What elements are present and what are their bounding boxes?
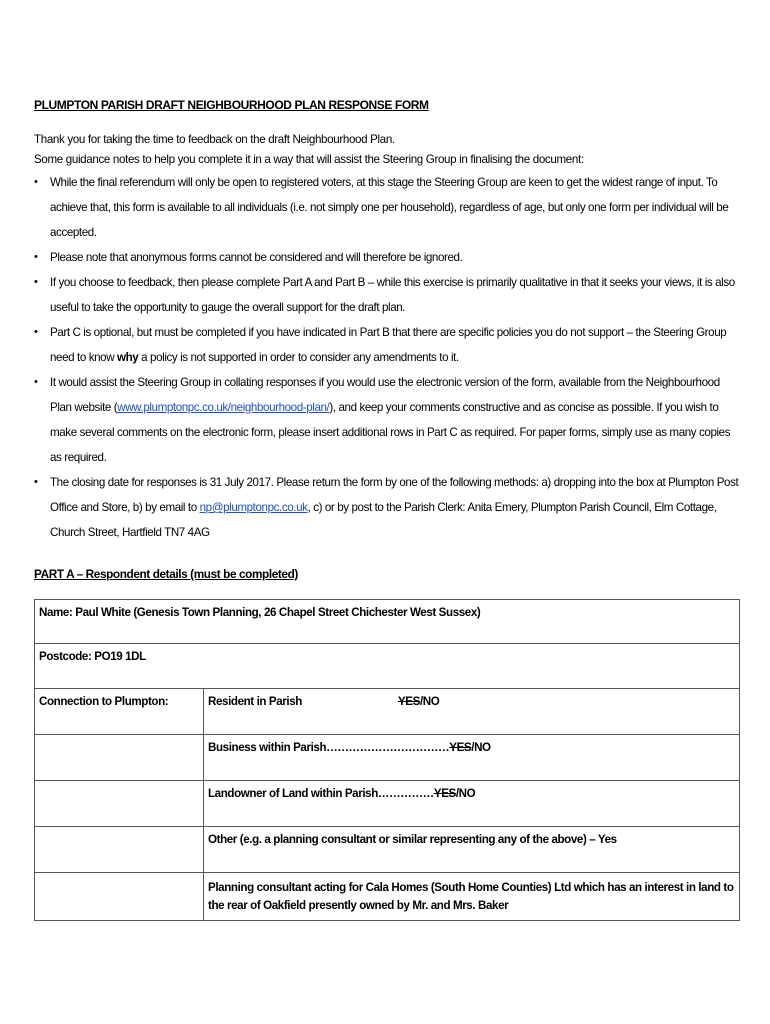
table-row: [35, 600, 740, 644]
guidance-text: If you choose to feedback, then please complete Part A and Part B – while this exercise is primarily qualitative in that it seeks your views, it is also useful to take the opportunity to gauge the overall support for the draft plan.: [50, 276, 735, 314]
no-option: /NO: [455, 787, 476, 800]
form-title: PLUMPTON PARISH DRAFT NEIGHBOURHOOD PLAN RESPONSE FORM: [34, 98, 429, 112]
website-link[interactable]: www.plumptonpc.co.uk/neighbourhood-plan/: [117, 401, 330, 414]
table-row: [35, 827, 740, 873]
guidance-text: a policy is not supported in order to consider any amendments to it.: [138, 351, 459, 364]
business-label: Business within Parish……………………………: [208, 741, 450, 754]
emphasis-why: why: [117, 351, 139, 364]
guidance-item: [34, 245, 740, 270]
guidance-item: [34, 270, 740, 320]
guidance-text: While the final referendum will only be open to registered voters, at this stage the Steering Group are keen to get the widest range of input. To achieve that, this form is available to all individuals (i.e. not simply one per household), regardless of age, but only one form per individual will be accepted.: [50, 176, 729, 239]
business-cell: [204, 735, 740, 781]
empty-cell: [35, 735, 204, 781]
table-row: [35, 781, 740, 827]
guidance-text: , c) or by post to the Parish Clerk: Anita Emery, Plumpton Parish Council, Elm Cottage, Church Street, Hartfield TN7 4AG: [50, 501, 717, 539]
guidance-item: [34, 470, 740, 545]
landowner-cell: [204, 781, 740, 827]
guidance-item: [34, 320, 740, 370]
landowner-label: Landowner of Land within Parish……………: [208, 787, 434, 800]
resident-label: Resident in Parish: [208, 695, 302, 708]
guidance-item: [34, 170, 740, 245]
planning-consultant-cell: Planning consultant acting for Cala Homes (South Home Counties) Ltd which has an interest in land to the rear of Oakfield presently owned by Mr. and Mrs. Baker: [204, 873, 740, 921]
part-a-heading: PART A – Respondent details (must be completed): [34, 567, 298, 581]
bullet-icon: •: [34, 251, 38, 263]
guidance-text: Part C is optional, but must be completed if you have indicated in Part B that there are specific policies you do not support – the Steering Group need to know: [50, 326, 727, 364]
guidance-text: It would assist the Steering Group in collating responses if you would use the electronic version of the form, available from the Neighbourhood Plan website (: [50, 376, 720, 414]
no-option: /NO: [471, 741, 491, 754]
empty-cell: [35, 873, 204, 921]
intro-guidance: Some guidance notes to help you complete it in a way that will assist the Steering Group in finalising the document:: [34, 153, 584, 166]
bullet-icon: •: [34, 376, 38, 388]
yes-struck: YES: [397, 695, 420, 708]
intro-thank-you: Thank you for taking the time to feedback on the draft Neighbourhood Plan.: [34, 133, 395, 146]
table-row: [35, 735, 740, 781]
postcode-cell: Postcode: PO19 1DL: [35, 644, 740, 689]
table-row: [35, 873, 740, 921]
bullet-icon: •: [34, 276, 38, 288]
guidance-text: ), and keep your comments constructive and as concise as possible. If you wish to make several comments on the electronic form, please insert additional rows in Part C as required. For paper forms, simply use as many copies as required.: [50, 401, 731, 464]
guidance-text: The closing date for responses is 31 July 2017. Please return the form by one of the following methods: a) dropping into the box at Plumpton Post Office and Store, b) by email to: [50, 476, 739, 514]
empty-cell: [35, 827, 204, 873]
bullet-icon: •: [34, 326, 38, 338]
guidance-item: [34, 370, 740, 470]
other-cell: Other (e.g. a planning consultant or similar representing any of the above) – Yes: [204, 827, 740, 873]
yes-struck: YES: [449, 741, 472, 754]
respondent-details-table: [34, 599, 740, 921]
resident-cell: [204, 689, 740, 735]
table-row: [35, 689, 740, 735]
response-form-page: [34, 98, 740, 921]
guidance-list: [34, 170, 740, 545]
yes-struck: YES: [433, 787, 456, 800]
connection-label: Connection to Plumpton:: [35, 689, 204, 735]
name-cell: Name: Paul White (Genesis Town Planning, 26 Chapel Street Chichester West Sussex): [35, 600, 740, 644]
bullet-icon: •: [34, 476, 38, 488]
table-row: [35, 644, 740, 689]
no-option: /NO: [419, 695, 440, 708]
guidance-text: Please note that anonymous forms cannot be considered and will therefore be ignored.: [50, 251, 463, 264]
empty-cell: [35, 781, 204, 827]
bullet-icon: •: [34, 176, 38, 188]
email-link[interactable]: np@plumptonpc.co.uk: [199, 501, 308, 514]
